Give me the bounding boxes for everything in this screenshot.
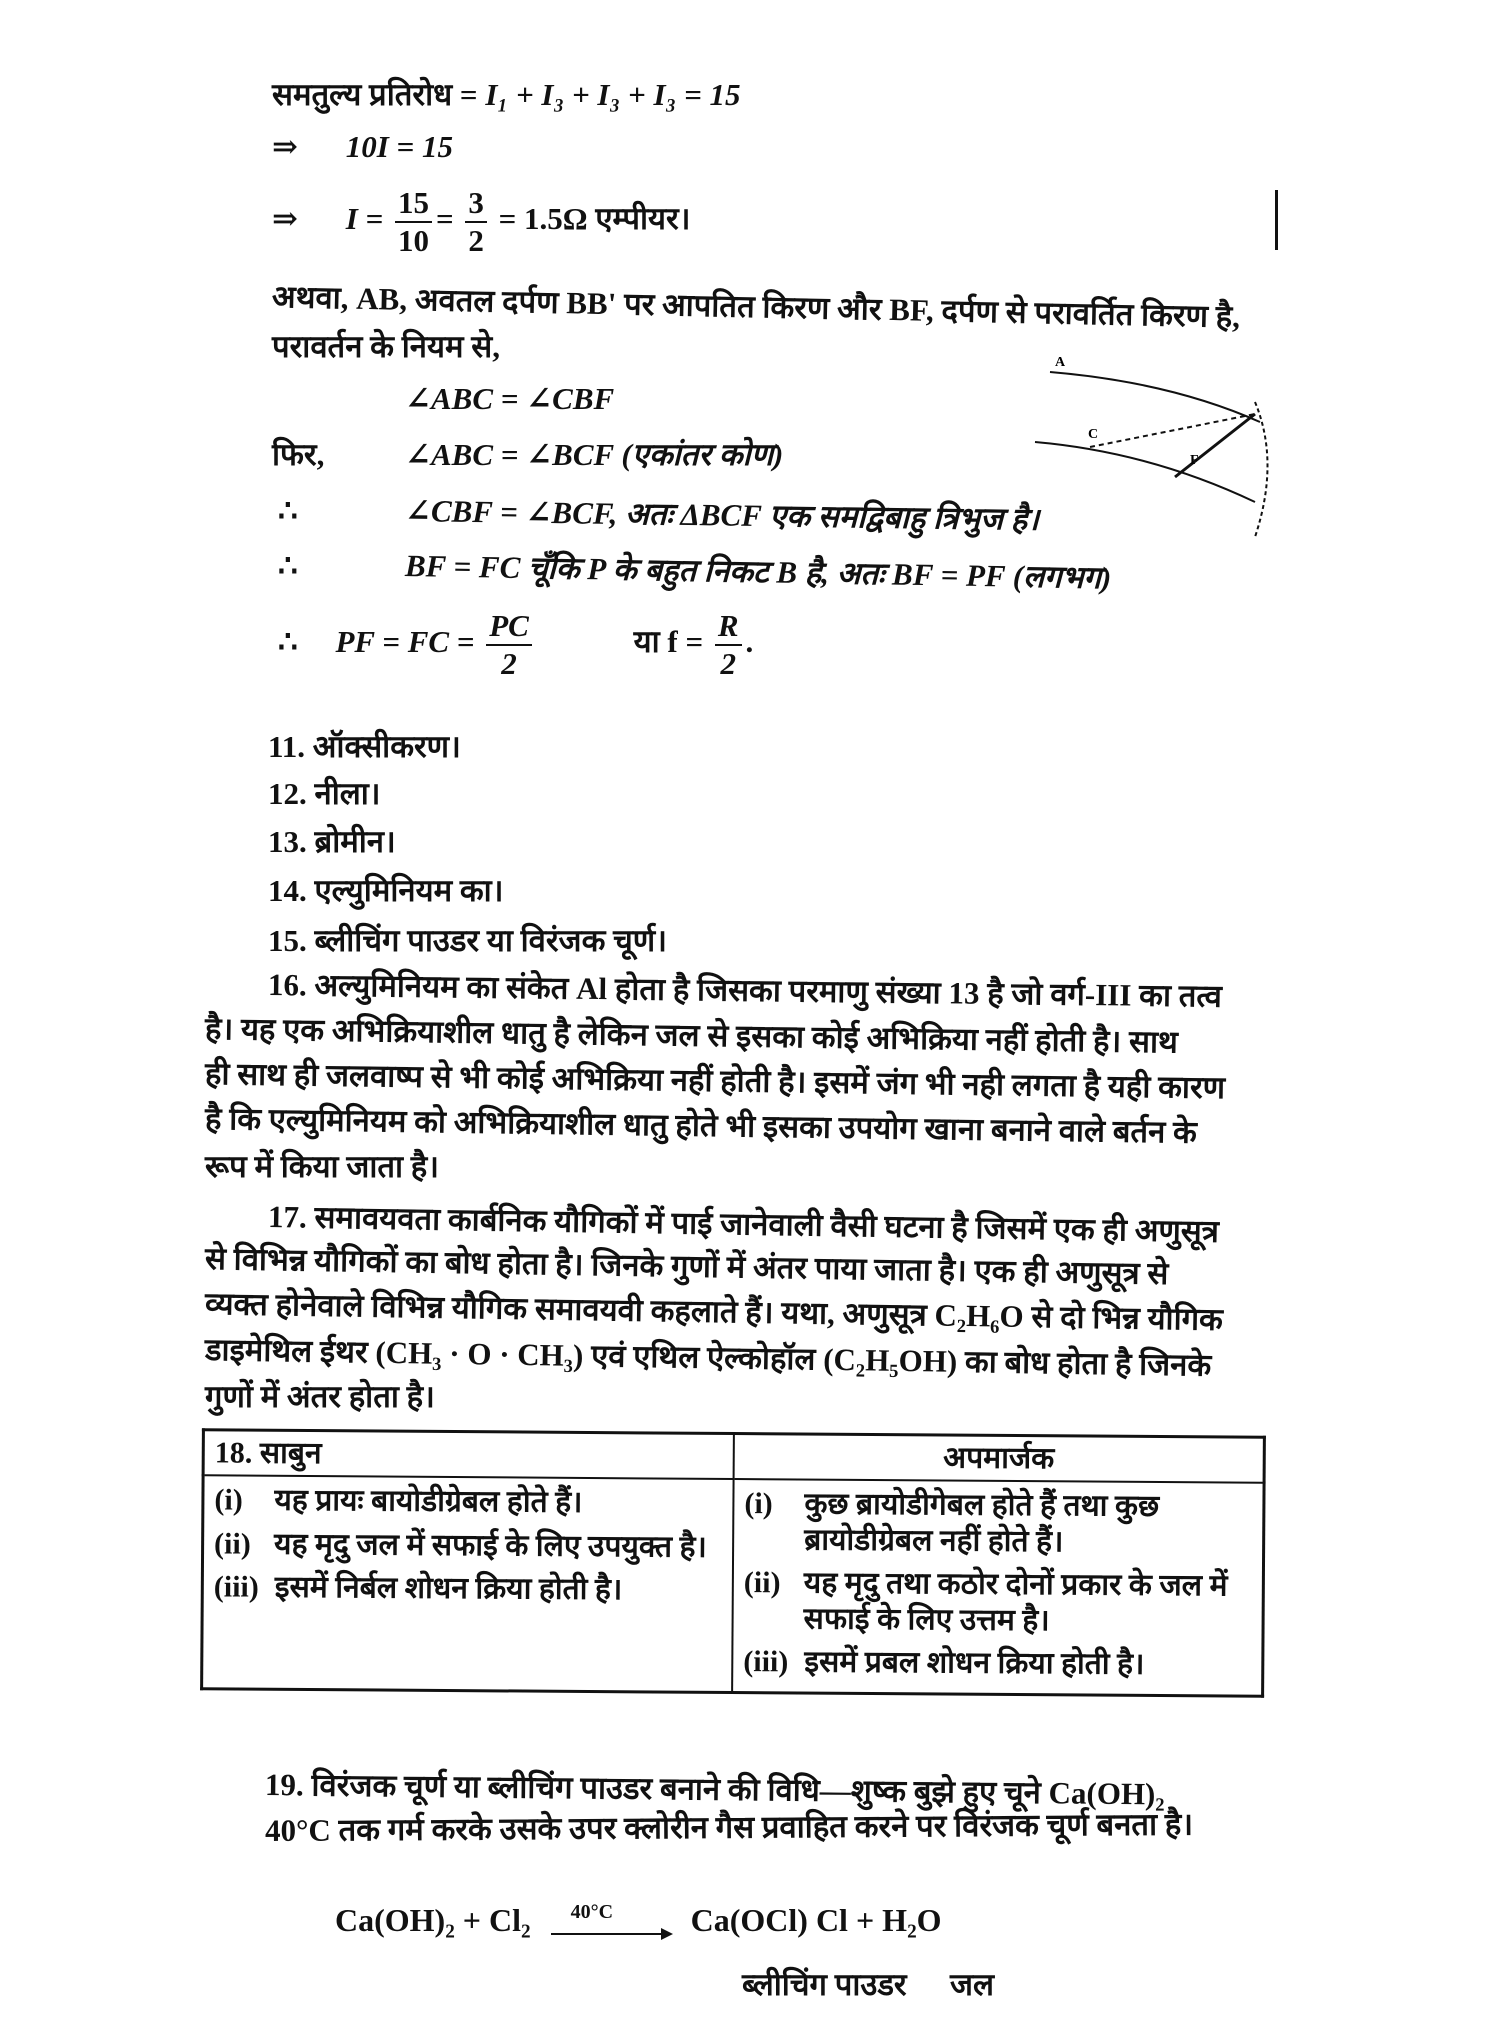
f-eq-lhs: या f = [633,623,704,659]
label-bleaching-powder: ब्लीचिंग पाउडर [742,1967,907,2002]
answer-11: 11. ऑक्सीकरण। [268,729,461,764]
header-detergent [734,1434,1265,1484]
q17-line: गुणों में अंतर होता है। [205,1379,435,1414]
q17-line: व्यक्त होनेवाले विभिन्न यौगिक समावयवी कहलाते हैं। यथा, अणुसूत्र C₂H₆O से दो भिन्न यौगिक [204,1286,1224,1337]
denominator: 2 [501,645,517,681]
header-soap-label: 18. साबुन [214,1436,322,1471]
denominator: 10 [397,222,429,258]
step-two-eq: 10I = 15 [345,129,453,164]
eq-terms: I₁ + I₃ + I₃ + I₃ = 15 [485,77,741,112]
q16-line: रूप में किया जाता है। [205,1149,440,1184]
equivalent-resistance-line [272,78,741,112]
reactants: Ca(OH)₂ + Cl₂ [335,1902,531,1938]
label-water: जल [950,1967,995,2002]
or-paragraph-line1: अथवा, AB, अवतल दर्पण BB' पर आपतित किरण और BF, दर्पण से परावर्तित किरण है, [271,279,1241,335]
soap-vs-detergent-table [200,1428,1266,1698]
row-index: (iii) [213,1570,259,1604]
step-three: ⇒ I = $\frac{15}{10}$ = $\frac{3}{2}$ = 1.5Ω एम्पीयर। [272,185,691,258]
concave-mirror-diagram [1030,352,1270,542]
normal-line [1090,414,1255,447]
fraction-r-2 [715,608,742,681]
soap-row [214,1570,722,1609]
products: Ca(OCl) Cl + H₂O [690,1902,942,1938]
soap-row [214,1483,722,1522]
row-text: यह मृदु तथा कठोर दोनों प्रकार के जल में सफाई के लिए उत्तम है। [803,1566,1228,1637]
arrow-line [551,1933,671,1935]
fraction-15-10 [395,185,432,258]
soap-row [214,1526,722,1565]
header-soap [203,1430,734,1480]
answer-15: 15. ब्लीचिंग पाउडर या विरंजक चूर्ण। [268,923,667,958]
or-paragraph-line2: परावर्तन के नियम से, [272,329,500,364]
numerator: 15 [395,185,432,223]
principal-axis [1035,442,1255,502]
pf-eq-lhs: PF = FC = [335,623,475,659]
reaction-condition: 40°C [570,1900,614,1923]
row-index: (i) [744,1487,773,1521]
q17-line: से विभिन्न यौगिकों का बोध होता है। जिनके गुणों में अंतर पाया जाता है। एक ही अणुसूत्र से [204,1241,1169,1292]
q16-line: 16. अल्युमिनियम का संकेत Al होता है जिसका परमाणु संख्या 13 है जो वर्ग-III का तत्व [267,967,1223,1014]
row-index: (ii) [214,1527,251,1561]
numerator: R [715,608,742,646]
row-text: इसमें प्रबल शोधन क्रिया होती है। [804,1645,1145,1681]
row-text: इसमें निर्बल शोधन क्रिया होती है। [274,1570,623,1607]
q17-line: डाइमेथिल ईथर (CH₃ · O · CH₃) एवं एथिल ऐल्कोहॉल (C₂H₅OH) का बोध होता है जिनके [204,1332,1212,1383]
detergent-column [732,1479,1264,1696]
row-index: (i) [214,1483,243,1517]
row-text: यह मृदु जल में सफाई के लिए उपयुक्त है। [274,1527,707,1564]
label-a: A [1055,355,1066,370]
label-f: F [1190,453,1199,468]
detergent-row [743,1644,1251,1683]
answer-14: 14. एल्युमिनियम का। [268,873,504,908]
reflected-ray [1175,414,1255,477]
incident-ray [1050,372,1260,422]
step-two [272,130,453,164]
numerator: PC [486,608,532,646]
q19-line2: 40°C तक गर्म करके उसके उपर क्लोरीन गैस प्रवाहित करने पर विरंजक चूर्ण बनता है। [264,1806,1194,1848]
header-detergent-label: अपमार्जक [943,1441,1055,1476]
detergent-row [743,1565,1251,1639]
step-three-lhs: I = [345,200,384,236]
denominator: 2 [468,222,484,258]
row-text: कुछ ब्रायोडीगेबल होते हैं तथा कुछ ब्रायोडीग्रेबल नहीं होते हैं। [804,1487,1160,1559]
angle-eq-a: ∠ABC = ∠CBF [405,381,615,416]
q17-line: 17. समावयवता कार्बनिक यौगिकों में पाई जानेवाली वैसी घटना है जिसमें एक ही अणुसूत्र [267,1199,1220,1249]
denominator: 2 [720,645,736,681]
angle-eq-b: ∠ABC = ∠BCF (एकांतर कोण) [405,437,784,472]
bleaching-powder-equation [335,1902,942,1939]
row-text: यह प्रायः बायोडीग्रेबल होते हैं। [274,1484,583,1520]
implies-symbol: ⇒ [272,200,298,236]
eq-label: समतुल्य प्रतिरोध = [272,77,478,112]
row-index: (iii) [743,1645,789,1679]
fraction-pc-2 [486,608,532,681]
step-three-rhs: = 1.5Ω एम्पीयर। [498,200,691,236]
phir-label: फिर, [272,437,325,472]
answer-12: 12. नीला। [268,776,381,811]
label-c: C [1088,427,1099,442]
fraction-3-2 [465,185,487,258]
q16-line: है कि एल्युमिनियम को अभिक्रियाशील धातु होते भी इसका उपयोग खाना बनाने वाले बर्तन के [204,1101,1198,1150]
mirror-arc [1255,402,1268,537]
focal-length-line: ∴ PF = FC = $\frac{PC}{2}$ या f = $\frac{R}{2}$ . [278,608,754,681]
therefore-symbol: ∴ [278,623,298,659]
margin-mark [1275,190,1278,250]
therefore-symbol: ∴ [278,493,298,528]
answer-13: 13. ब्रोमीन। [268,824,396,859]
q16-line: है। यह एक अभिक्रियाशील धातु है लेकिन जल से इसका कोई अभिक्रिया नहीं होती है। साथ [204,1011,1179,1060]
therefore-symbol: ∴ [278,548,298,583]
reaction-arrow [551,1900,671,1925]
detergent-row [744,1486,1252,1560]
implies-symbol: ⇒ [272,129,298,164]
q19-line1: 19. विरंजक चूर्ण या ब्लीचिंग पाउडर बनाने की विधि—शुष्क बुझे हुए चूने Ca(OH)₂ [264,1767,1165,1812]
angle-eq-c: ∠CBF = ∠BCF, अतः ΔBCF एक समद्विबाहु त्रिभुज है। [404,493,1040,537]
q16-line: ही साथ ही जलवाष्प से भी कोई अभिक्रिया नहीं होती है। इसमें जंग भी नही लगता है यही कारण [204,1056,1226,1106]
soap-column [202,1476,734,1693]
angle-eq-d: BF = FC चूँकि P के बहुत निकट B है, अतः BF = PF (लगभग) [404,548,1112,596]
numerator: 3 [465,185,487,223]
row-index: (ii) [743,1566,781,1600]
